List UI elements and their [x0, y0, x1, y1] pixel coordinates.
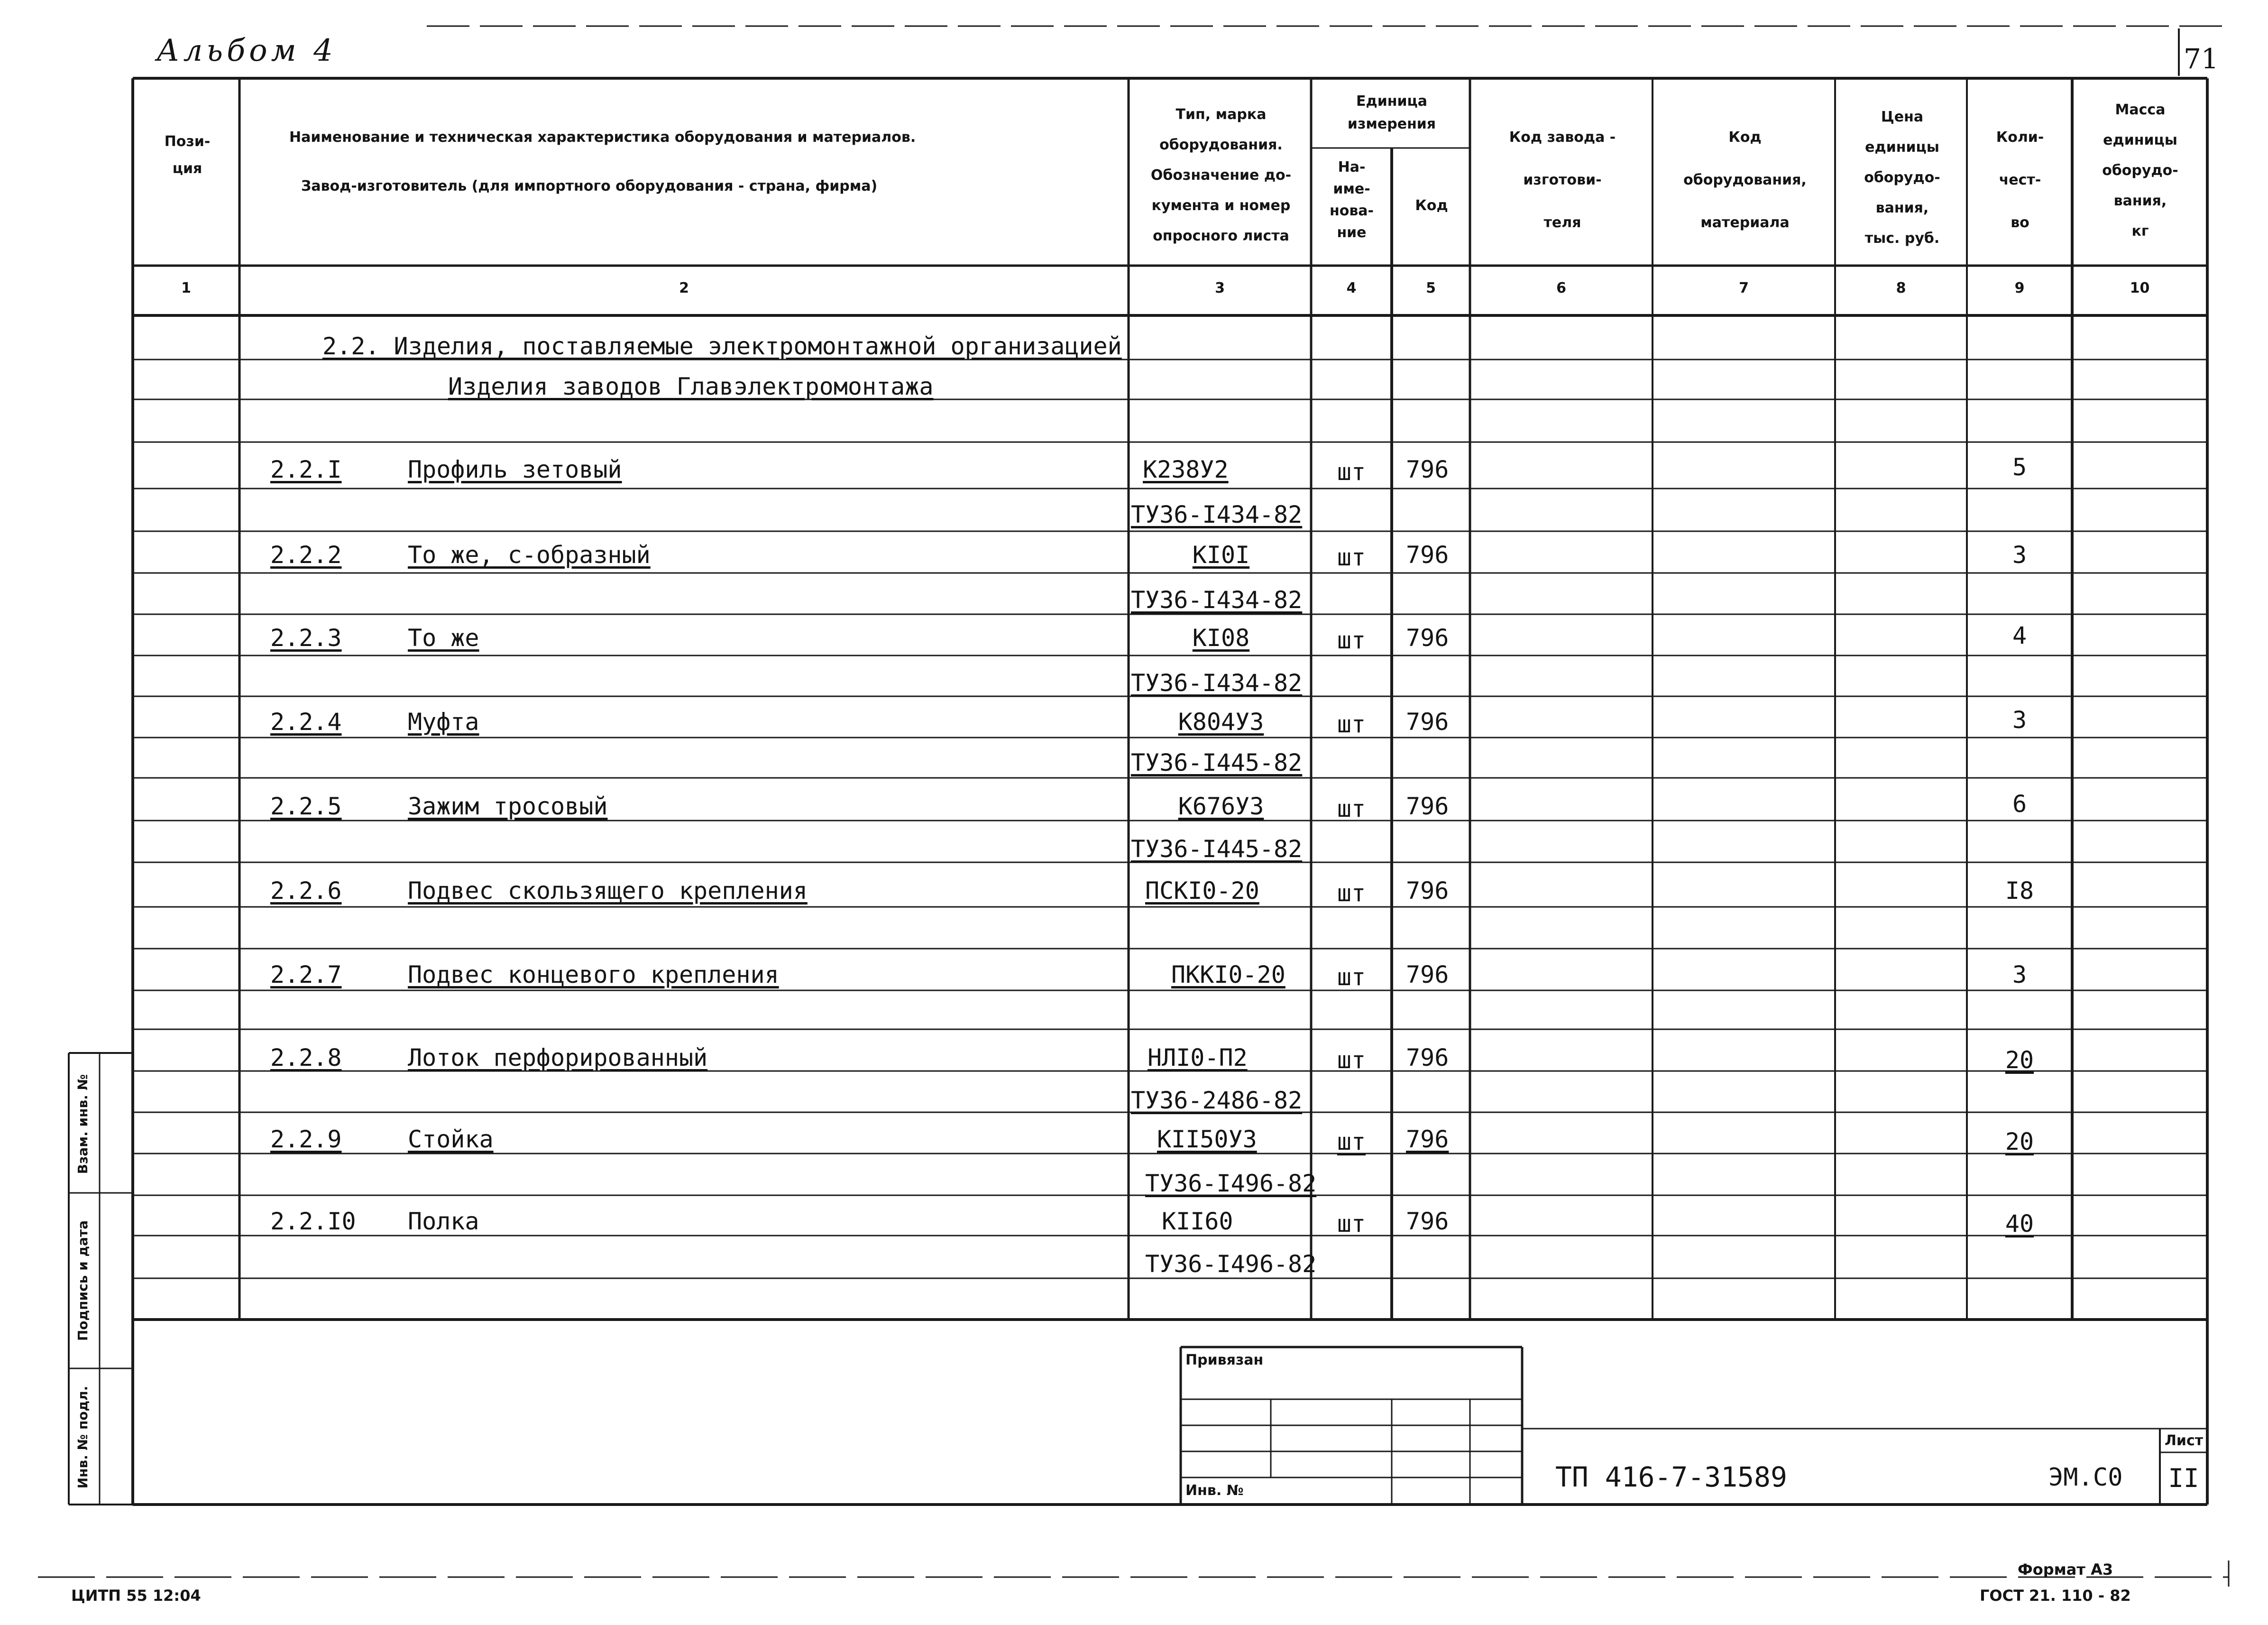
item-type: К676У3 — [1178, 793, 1264, 820]
item-unit-code: 796 — [1406, 877, 1449, 905]
item-quantity: 3 — [2012, 706, 2027, 734]
item-unit: шт — [1337, 711, 1366, 738]
header-name-line2: Завод-изготовитель (для импортного оборудования - страна, фирма) — [301, 178, 878, 194]
item-doc: ТУ36-2486-82 — [1131, 1087, 1303, 1114]
item-name: Зажим тросовый — [408, 793, 608, 820]
sheet-number: II — [2168, 1463, 2199, 1493]
item-position: 2.2.8 — [270, 1044, 342, 1071]
item-name: То же — [408, 624, 479, 652]
stamp-privyazan: Привязан — [1185, 1352, 1264, 1368]
page-corner-number: 71 — [2184, 43, 2219, 75]
item-unit-code: 796 — [1406, 961, 1449, 988]
item-quantity: 20 — [2005, 1128, 2034, 1155]
item-quantity: I8 — [2005, 877, 2034, 905]
item-quantity: 5 — [2012, 453, 2027, 481]
header-position: Пози- ция — [164, 133, 211, 177]
col-number-7: 7 — [1739, 280, 1749, 296]
item-type: КII60 — [1162, 1208, 1233, 1235]
item-name: Профиль зетовый — [408, 456, 622, 483]
item-quantity: 6 — [2012, 790, 2027, 818]
item-unit: шт — [1337, 879, 1366, 907]
header-factory-code: Код завода - изготови- теля — [1509, 129, 1616, 231]
item-unit: шт — [1337, 627, 1366, 654]
footer-left: ЦИТП 55 12:04 — [71, 1587, 201, 1605]
col-number-3: 3 — [1215, 280, 1225, 296]
item-quantity: 40 — [2005, 1210, 2034, 1237]
footer-gost: ГОСТ 21. 110 - 82 — [1980, 1587, 2131, 1605]
section-title: 2.2. Изделия, поставляемые электромонтажной организацией — [322, 332, 1122, 360]
col-number-6: 6 — [1556, 280, 1566, 296]
item-name: Полка — [408, 1208, 479, 1235]
item-position: 2.2.5 — [270, 793, 342, 820]
header-type: Тип, марка оборудования. Обозначение до- кумента и номер опросного листа — [1150, 106, 1292, 244]
col-number-10: 10 — [2130, 280, 2150, 296]
side-label-signature: Подпись и дата — [75, 1220, 91, 1341]
item-unit: шт — [1337, 544, 1366, 571]
item-position: 2.2.I0 — [270, 1208, 356, 1235]
footer-format: Формат А3 — [2018, 1560, 2113, 1579]
item-unit-code: 796 — [1406, 793, 1449, 820]
item-type: НЛI0-П2 — [1148, 1044, 1248, 1071]
col-number-5: 5 — [1426, 280, 1436, 296]
col-number-8: 8 — [1896, 280, 1906, 296]
col-number-2: 2 — [679, 280, 689, 296]
item-unit: шт — [1337, 963, 1366, 991]
item-type: КII50У3 — [1157, 1126, 1257, 1153]
item-unit-code: 796 — [1406, 541, 1449, 569]
stamp-inv-no: Инв. № — [1185, 1482, 1244, 1499]
col-number-1: 1 — [181, 280, 191, 296]
item-name: Лоток перфорированный — [408, 1044, 708, 1071]
header-equipment-code: Код оборудования, материала — [1683, 129, 1807, 231]
section-subtitle: Изделия заводов Главэлектромонтажа — [448, 373, 934, 400]
header-name-line1: Наименование и техническая характеристика оборудования и материалов. — [289, 129, 916, 146]
side-label-inventory: Инв. № подл. — [75, 1385, 91, 1489]
doc-code: ТП 416-7-31589 — [1555, 1461, 1787, 1493]
item-type: К804У3 — [1178, 708, 1264, 736]
sheet-label: Лист — [2165, 1432, 2204, 1449]
item-unit-code: 796 — [1406, 456, 1449, 483]
item-type: КI0I — [1192, 541, 1250, 569]
doc-mark: ЭМ.С0 — [2048, 1463, 2123, 1492]
item-quantity: 4 — [2012, 622, 2027, 649]
item-unit: шт — [1337, 1210, 1366, 1237]
item-unit: шт — [1337, 1128, 1366, 1155]
item-name: Подвес концевого крепления — [408, 961, 779, 988]
header-quantity: Коли- чест- во — [1996, 129, 2044, 231]
item-name: То же, с-образный — [408, 541, 651, 569]
item-position: 2.2.7 — [270, 961, 342, 988]
item-doc: ТУ36-I496-82 — [1145, 1170, 1317, 1197]
item-unit-code: 796 — [1406, 1044, 1449, 1071]
item-unit-code: 796 — [1406, 1126, 1449, 1153]
item-doc: ТУ36-I434-82 — [1131, 669, 1303, 697]
item-type: ПСКI0-20 — [1145, 877, 1259, 905]
item-type: К238У2 — [1143, 456, 1229, 483]
item-unit-code: 796 — [1406, 1208, 1449, 1235]
item-doc: ТУ36-I445-82 — [1131, 749, 1303, 776]
item-name: Стойка — [408, 1126, 494, 1153]
header-unit: Единица измерения — [1347, 93, 1436, 132]
item-doc: ТУ36-I434-82 — [1131, 501, 1303, 528]
item-unit-code: 796 — [1406, 624, 1449, 652]
item-quantity: 3 — [2012, 541, 2027, 569]
item-type: ПККI0-20 — [1171, 961, 1286, 988]
item-unit: шт — [1337, 1046, 1366, 1074]
header-mass: Масса единицы оборудо- вания, кг — [2102, 102, 2178, 240]
header-unit-code: Код — [1415, 197, 1448, 214]
item-unit: шт — [1337, 458, 1366, 486]
item-position: 2.2.3 — [270, 624, 342, 652]
item-position: 2.2.9 — [270, 1126, 342, 1153]
item-doc: ТУ36-I434-82 — [1131, 586, 1303, 614]
album-label: Альбом 4 — [156, 33, 337, 68]
col-number-4: 4 — [1346, 280, 1357, 296]
item-position: 2.2.4 — [270, 708, 342, 736]
item-name: Муфта — [408, 708, 479, 736]
item-quantity: 3 — [2012, 961, 2027, 988]
header-price: Цена единицы оборудо- вания, тыс. руб. — [1864, 109, 1940, 247]
item-position: 2.2.I — [270, 456, 342, 483]
item-unit-code: 796 — [1406, 708, 1449, 736]
item-doc: ТУ36-I496-82 — [1145, 1250, 1317, 1278]
item-name: Подвес скользящего крепления — [408, 877, 808, 905]
item-quantity: 20 — [2005, 1046, 2034, 1074]
item-unit: шт — [1337, 795, 1366, 822]
item-position: 2.2.2 — [270, 541, 342, 569]
item-position: 2.2.6 — [270, 877, 342, 905]
col-number-9: 9 — [2014, 280, 2025, 296]
header-unit-name: На- име- нова- ние — [1329, 159, 1374, 241]
side-label-replacement: Взам. инв. № — [75, 1074, 91, 1174]
item-type: КI08 — [1192, 624, 1250, 652]
item-doc: ТУ36-I445-82 — [1131, 835, 1303, 863]
